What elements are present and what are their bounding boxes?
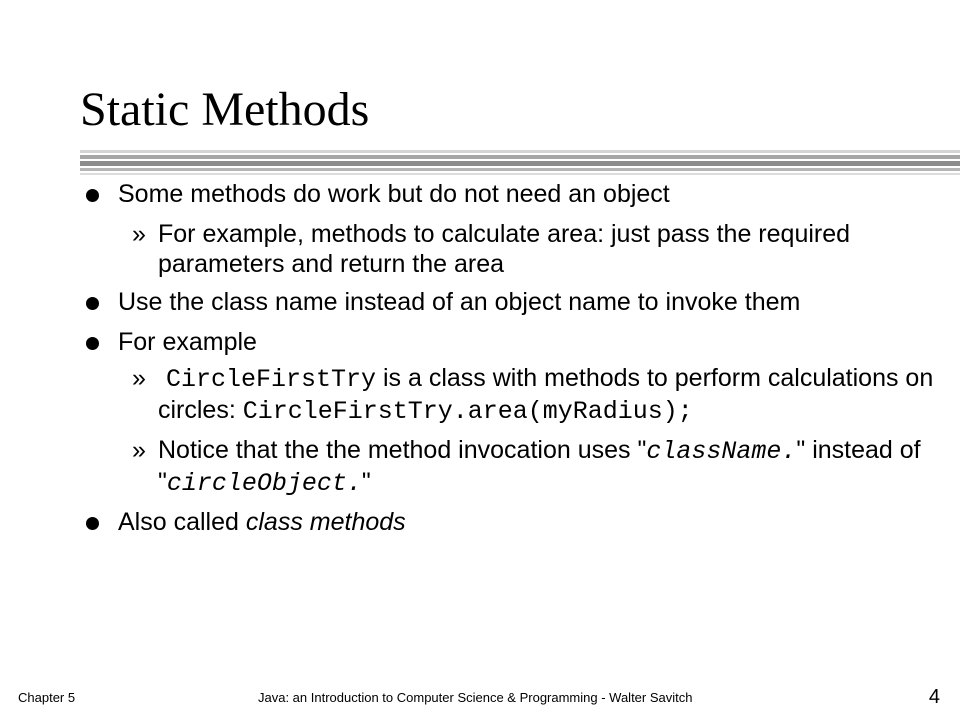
bullet-item: [82, 179, 942, 209]
code-class-name-placeholder: className.: [646, 437, 797, 466]
slide-content: [82, 179, 942, 547]
bullet-italic-text: class methods: [245, 508, 406, 536]
bullet-text: Some methods do work but do not need an object: [118, 180, 670, 208]
sub-bullet-text: " instead of ": [158, 436, 921, 496]
page-number: 4: [928, 686, 940, 708]
divider-line: [80, 155, 960, 159]
sub-bullet-text: ": [361, 468, 371, 496]
sub-bullet-marker: »: [132, 220, 146, 248]
sub-bullet-item: [82, 219, 942, 279]
divider-line: [80, 168, 960, 171]
footer-chapter: Chapter 5: [18, 690, 76, 705]
sub-bullet-text: Notice that the the method invocation uses ": [158, 436, 647, 464]
sub-bullet-text: For example, methods to calculate area: just pass the required parameters and return the area: [158, 220, 851, 278]
code-object-placeholder: circleObject.: [166, 469, 362, 498]
title-divider: [80, 150, 960, 178]
bullet-text: Also called: [118, 508, 246, 536]
bullet-dot-icon: [86, 189, 99, 202]
code-class-name: CircleFirstTry: [166, 365, 377, 394]
bullet-item: [82, 287, 942, 317]
code-invocation: CircleFirstTry.area(myRadius);: [242, 397, 693, 426]
footer-course: Java: an Introduction to Computer Science & Programming - Walter Savitch: [258, 690, 693, 705]
sub-bullet-item: [82, 363, 942, 427]
sub-bullet-item: [82, 435, 942, 499]
sub-bullet-marker: »: [132, 364, 146, 392]
sub-bullet-marker: »: [132, 436, 146, 464]
sub-bullet-text: is a class with methods to perform calculations on circles:: [158, 364, 934, 424]
bullet-item: [82, 507, 942, 537]
bullet-dot-icon: [86, 517, 99, 530]
divider-line: [80, 150, 960, 153]
divider-line: [80, 173, 960, 175]
bullet-dot-icon: [86, 297, 99, 310]
bullet-dot-icon: [86, 337, 99, 350]
slide-title: Static Methods: [80, 83, 370, 136]
bullet-item: [82, 327, 942, 357]
bullet-text: For example: [118, 328, 257, 356]
divider-line: [80, 161, 960, 166]
bullet-text: Use the class name instead of an object name to invoke them: [118, 288, 801, 316]
